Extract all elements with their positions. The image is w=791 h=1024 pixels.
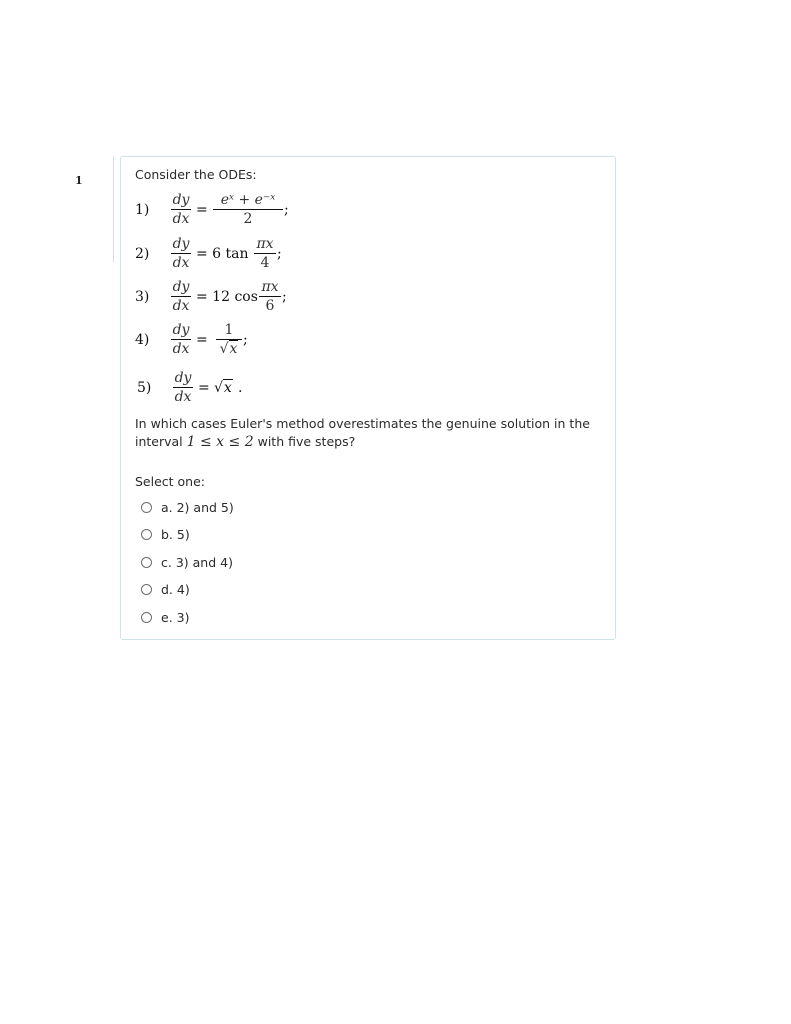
option-b[interactable] bbox=[141, 524, 190, 544]
radio-button[interactable] bbox=[141, 584, 152, 595]
ode-suffix: ; bbox=[277, 246, 282, 262]
ode-label: 3) bbox=[135, 289, 150, 305]
option-label: c. 3) and 4) bbox=[161, 554, 233, 570]
question-divider bbox=[113, 156, 114, 262]
option-label: e. 3) bbox=[161, 609, 190, 625]
ode-label: 4) bbox=[135, 332, 150, 348]
option-e[interactable] bbox=[141, 607, 189, 627]
ode-lhs-fraction: dy dx bbox=[174, 370, 192, 405]
ode-rhs-fraction: 1 √x bbox=[216, 322, 242, 357]
ode-rhs-fraction: πx 4 bbox=[254, 236, 276, 271]
ode-prefix: = bbox=[196, 332, 208, 348]
ode-label: 1) bbox=[135, 202, 150, 218]
option-label: b. 5) bbox=[161, 526, 190, 542]
ode-lhs-fraction: dy dx bbox=[172, 236, 190, 271]
option-d[interactable] bbox=[141, 579, 190, 599]
ode-suffix: ; bbox=[284, 202, 289, 218]
ode-prefix: = 12 cos bbox=[196, 289, 258, 305]
question-number: 1 bbox=[75, 174, 83, 187]
option-a[interactable] bbox=[141, 497, 234, 517]
radio-button[interactable] bbox=[141, 612, 152, 623]
question-text: In which cases Euler's method overestimates the genuine solution in the interval 1 ≤ x ≤ 2 with five steps? bbox=[135, 416, 590, 450]
ode-prefix: = bbox=[198, 380, 210, 396]
option-label: d. 4) bbox=[161, 581, 190, 597]
ode-label: 5) bbox=[137, 380, 152, 396]
ode-equals: = bbox=[196, 202, 208, 218]
option-c[interactable] bbox=[141, 552, 233, 572]
radio-button[interactable] bbox=[141, 529, 152, 540]
radio-button[interactable] bbox=[141, 502, 152, 513]
ode-suffix: ; bbox=[282, 289, 287, 305]
ode-lhs-fraction: dy dx bbox=[172, 279, 190, 314]
ode-rhs-fraction: πx 6 bbox=[259, 279, 281, 314]
ode-rhs-sqrt: √x bbox=[214, 380, 232, 396]
option-label: a. 2) and 5) bbox=[161, 499, 234, 515]
ode-suffix: . bbox=[238, 380, 243, 396]
ode-lhs-fraction: dy dx bbox=[172, 192, 190, 227]
ode-prefix: = 6 tan bbox=[196, 246, 249, 262]
ode-lhs-fraction: dy dx bbox=[172, 322, 190, 357]
interval-math: 1 ≤ x ≤ 2 bbox=[186, 434, 254, 450]
question-intro: Consider the ODEs: bbox=[135, 167, 257, 182]
ode-rhs-fraction: eˣ + e⁻ˣ 2 bbox=[213, 192, 283, 227]
ode-label: 2) bbox=[135, 246, 150, 262]
select-label: Select one: bbox=[135, 474, 206, 489]
ode-suffix: ; bbox=[243, 332, 248, 348]
radio-button[interactable] bbox=[141, 557, 152, 568]
question-card bbox=[120, 156, 616, 640]
